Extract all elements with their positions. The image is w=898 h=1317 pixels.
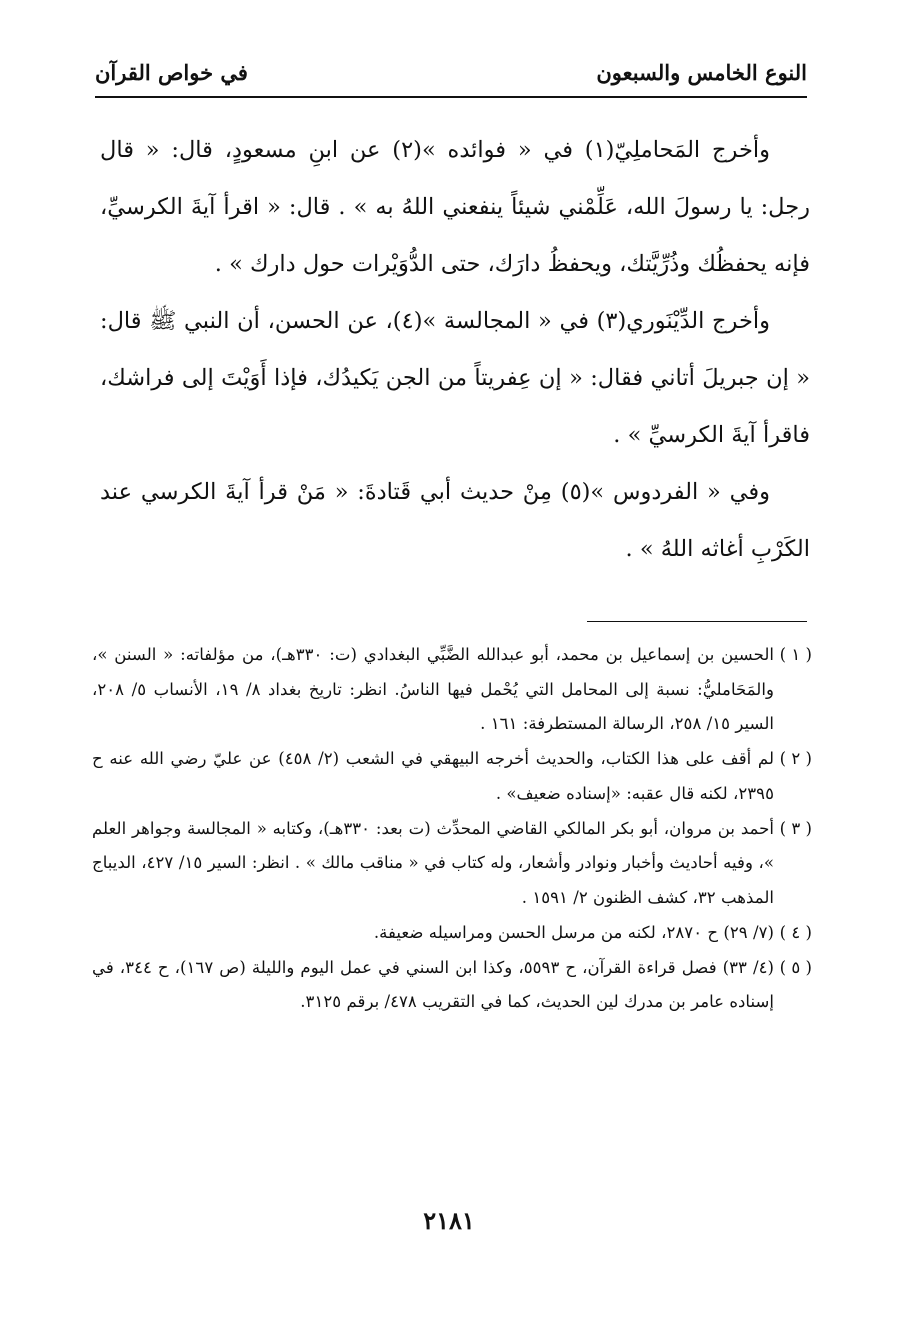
footnote-number: ( ١ ) — [779, 645, 812, 664]
footnote — [92, 638, 812, 742]
footnote — [92, 812, 812, 916]
footnote-separator — [587, 621, 807, 622]
book-title: في خواص القرآن — [95, 59, 248, 85]
paragraph: وفي « الفردوس »(٥) مِنْ حديث أبي قَتادةَ: « مَنْ قرأ آيةَ الكرسي عند الكَرْبِ أغاثه اللهُ » . — [100, 479, 810, 562]
paragraph: وأخرج الدِّيْنَوري(٣) في « المجالسة »(٤)، عن الحسن، أن النبي ﷺ قال: « إن جبريلَ أتاني فقال: « إن عِفريتاً من الجن يَكيدُك، فإذا أَوَيْتَ إلى فراشك، فاقرأ آيةَ الكرسيِّ » . — [100, 308, 810, 448]
footnote-text: (٧/ ٢٩) ح ٢٨٧٠، لكنه من مرسل الحسن ومراسيله ضعيفة. — [373, 922, 774, 942]
running-header — [95, 52, 807, 92]
chapter-title: النوع الخامس والسبعون — [596, 59, 807, 85]
footnote-text: (٤/ ٣٣) فصل قراءة القرآن، ح ٥٥٩٣، وكذا ابن السني في عمل اليوم والليلة (ص ١٦٧)، ح ٣٤٤، في إسناده عامر بن مدرك لين الحديث، كما في التقريب ٤٧٨/ برقم ٣١٢٥. — [92, 957, 774, 1011]
footnotes — [92, 638, 812, 1020]
footnote — [92, 742, 812, 811]
page-number: ٢١٨١ — [423, 1206, 475, 1235]
footnote — [92, 951, 812, 1020]
footnote-number: ( ٤ ) — [779, 922, 812, 942]
footnote-text: لم أقف على هذا الكتاب، والحديث أخرجه البيهقي في الشعب (٢/ ٤٥٨) عن عليّ رضي الله عنه ح ٢٣٩٥، لكنه قال عقبه: «إسناده ضعيف» . — [92, 749, 775, 803]
footnote-text: الحسين بن إسماعيل بن محمد، أبو عبدالله الضَّبِّي البغدادي (ت: ٣٣٠هـ)، من مؤلفاته: « السنن »، والمَحَامليُّ: نسبة إلى المحامل التي يُحْمل فيها الناسُ. انظر: تاريخ بغداد ٨/ ١٩، الأنساب ٥/ ٢٠٨، السير ١٥/ ٢٥٨، الرسالة المستطرفة: ١٦١ . — [92, 645, 774, 733]
footnote-number: ( ٥ ) — [779, 957, 812, 977]
footnote-number: ( ٢ ) — [779, 749, 813, 768]
footnote — [92, 916, 812, 951]
main-text — [100, 122, 810, 578]
footnote-number: ( ٣ ) — [779, 818, 812, 838]
header-rule — [95, 96, 807, 98]
paragraph: وأخرج المَحاملِيّ(١) في « فوائده »(٢) عن ابنِ مسعودٍ، قال: « قال رجل: يا رسولَ الله، عَلِّمْني شيئاً ينفعني اللهُ به » . قال: « اقرأ آيةَ الكرسيِّ، فإنه يحفظُك وذُرِّيَّتك، ويحفظُ دارَك، حتى الدُّوَيْرات حول دارك » . — [100, 137, 810, 277]
footnote-text: أحمد بن مروان، أبو بكر المالكي القاضي المحدِّث (ت بعد: ٣٣٠هـ)، وكتابه « المجالسة وجواهر العلم »، وفيه أحاديث وأخبار ونوادر وأشعار، وله كتاب في « مناقب مالك » . انظر: السير ١٥/ ٤٢٧، الديباج المذهب ٣٢، كشف الظنون ٢/ ١٥٩١ . — [92, 818, 774, 907]
